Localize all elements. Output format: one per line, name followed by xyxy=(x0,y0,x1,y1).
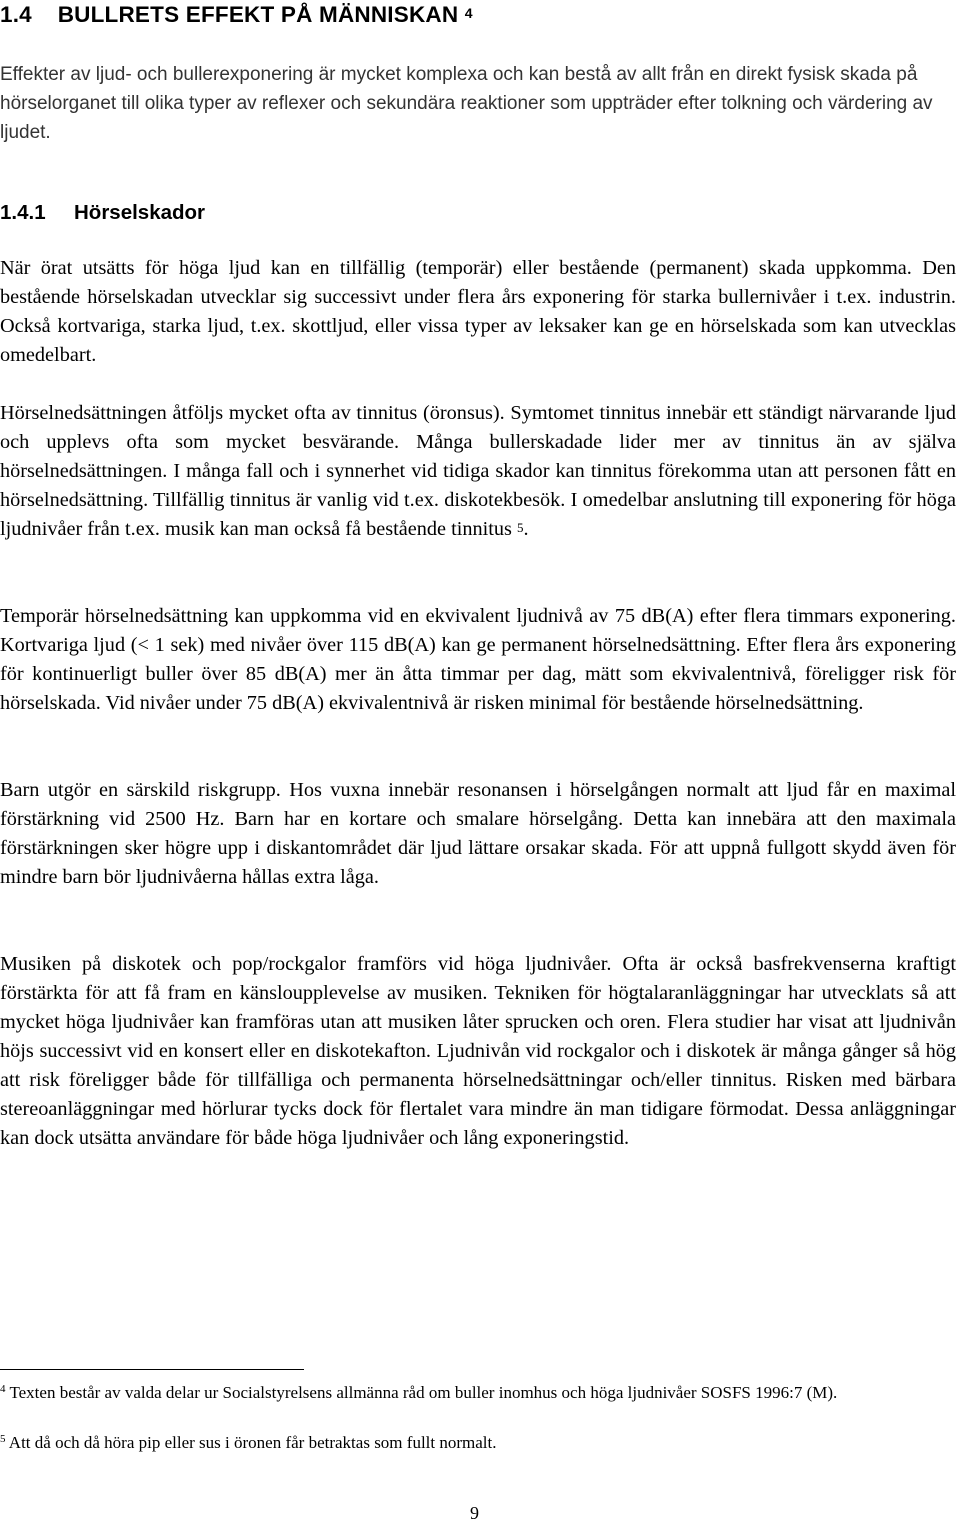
body-paragraph: Musiken på diskotek och pop/rockgalor framförs vid höga ljudnivåer. Ofta är också basfrekvenserna kraftigt förstärkta för att få fram en känsloupplevelse av musiken. Tekniken för högtalaranläggningar har utvecklats så att mycket höga ljudnivåer kan framföras utan att musiken låter sprucken och oren. Flera studier har visat att ljudnivån höjs successivt vid en konsert eller en diskotekafton. Ljudnivån vid rockgalor och i diskotek är många gånger så hög att risk föreligger både för tillfälliga och permanenta hörselnedsättningar och/eller tinnitus. Risken med bärbara stereoanläggningar med hörlurar tycks dock för flertalet vara mindre än man tidigare förmodat. Dessa anläggningar kan dock utsätta användare för både höga ljudnivåer och lång exponeringstid. xyxy=(0,953,956,1149)
footnote-ref: 5 xyxy=(517,520,524,535)
footnote-mark: 5 xyxy=(0,1433,6,1445)
footnote-ref: 4 xyxy=(464,5,473,21)
page-number: 9 xyxy=(470,1503,479,1523)
footnote-text: Texten består av valda delar ur Socialstyrelsens allmänna råd om buller inomhus och höga ljudnivåer SOSFS 1996:7 (M). xyxy=(5,1383,838,1402)
body-paragraph xyxy=(0,399,956,544)
subsection-title: Hörselskador xyxy=(74,201,206,224)
footnote-divider xyxy=(0,1369,304,1370)
subsection-number: 1.4.1 xyxy=(0,201,46,224)
section-number: 1.4 xyxy=(0,2,32,27)
footnote-text: Att då och då höra pip eller sus i öronen får betraktas som fullt normalt. xyxy=(5,1433,497,1452)
intro-paragraph: Effekter av ljud- och bullerexponering är mycket komplexa och kan bestå av allt från en direkt fysisk skada på hörselorganet till olika typer av reflexer och sekundära reaktioner som uppträder efter tolkning och värdering av ljudet. xyxy=(0,64,933,143)
footnote xyxy=(0,1381,956,1405)
paragraph-text: Hörselnedsättningen åtföljs mycket ofta av tinnitus (öronsus). Symtomet tinnitus innebär ett ständigt närvarande ljud och upplevs ofta som mycket besvärande. Många bullerskadade lider mer av tinnitus än av själva hörselnedsättningen. I många fall och i synnerhet vid tidiga skador kan tinnitus förekomma utan att personen fått en hörselnedsättning. Tillfällig tinnitus är vanlig vid t.ex. diskotekbesök. I omedelbar anslutning till exponering för höga ljudnivåer från t.ex. musik kan man också få bestående tinnitus xyxy=(0,402,956,540)
section-title: BULLRETS EFFEKT PÅ MÄNNISKAN xyxy=(57,2,459,27)
paragraph-end: . xyxy=(523,518,529,540)
footnote xyxy=(0,1431,956,1455)
body-paragraph: När örat utsätts för höga ljud kan en tillfällig (temporär) eller bestående (permanent) skada uppkomma. Den bestående hörselskadan utvecklar sig successivt under flera års exponering för starka bullernivåer i t.ex. industrin. Också kortvariga, starka ljud, t.ex. skottljud, eller vissa typer av leksaker kan ge en hörselskada som kan utvecklas omedelbart. xyxy=(0,257,956,366)
body-paragraph: Barn utgör en särskild riskgrupp. Hos vuxna innebär resonansen i hörselgången normalt att ljud får en maximal förstärkning vid 2500 Hz. Barn har en kortare och smalare hörselgång. Detta kan innebära att den maximala förstärkningen sker högre upp i diskantområdet där ljud lättare orsakar skada. För att uppnå fullgott skydd även för mindre barn bör ljudnivåerna hållas extra låga. xyxy=(0,779,956,888)
footnote-mark: 4 xyxy=(0,1383,6,1395)
subsection-heading xyxy=(0,201,206,225)
body-paragraph: Temporär hörselnedsättning kan uppkomma vid en ekvivalent ljudnivå av 75 dB(A) efter flera timmars exponering. Kortvariga ljud (< 1 sek) med nivåer över 115 dB(A) kan ge permanent hörselnedsättning. Efter flera års exponering för kontinuerligt buller över 85 dB(A) mer än åtta timmar per dag, mätt som ekvivalentnivå, föreligger risk för hörselskada. Vid nivåer under 75 dB(A) ekvivalentnivå är risken minimal för bestående hörselnedsättning. xyxy=(0,605,956,714)
section-heading xyxy=(0,2,473,28)
